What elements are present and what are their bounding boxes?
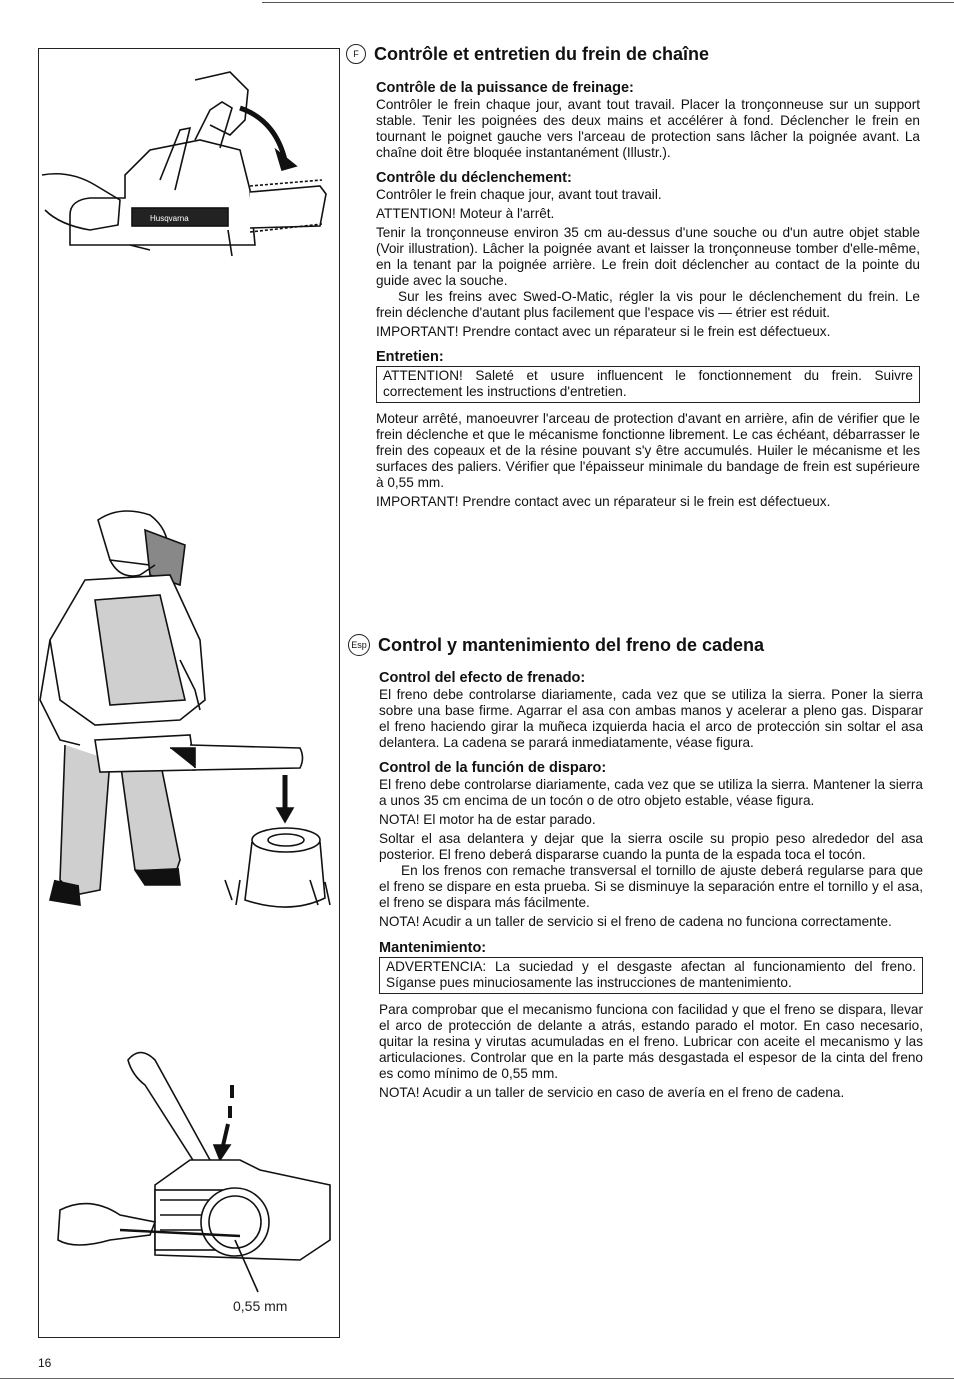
fr-braking-power-heading: Contrôle de la puissance de freinage: xyxy=(376,80,634,96)
es-trigger-text-2: NOTA! El motor ha de estar parado. xyxy=(379,812,596,827)
page-number: 16 xyxy=(38,1356,52,1370)
es-braking-effect-text: El freno debe controlarse diariamente, cada vez que se utiliza la sierra. Poner la sierra sobre una base firme. Agarrar el asa con ambas manos y acelerar a pleno gas. Disparar el freno haciendo girar la muñeca izquierda hacia el arco de protección sin soltar el asa delantera. La cadena se parará inmediatamente, véase figura. xyxy=(379,687,923,750)
bottom-rule xyxy=(0,1378,954,1379)
fr-trigger-text-1: Contrôler le frein chaque jour, avant tout travail. xyxy=(376,187,662,202)
fr-trigger-text-4: Sur les freins avec Swed-O-Matic, régler la vis pour le déclenchement du frein. Le frein déclenche d'autant plus facilement que l'espace vis — étrier est réduit. xyxy=(376,289,920,320)
es-braking-effect-heading: Control del efecto de frenado: xyxy=(379,670,586,686)
es-trigger-text-4: En los frenos con remache transversal el tornillo de ajuste deberá regularse para que el freno se dispare en esta prueba. Si se disminuye la separación entre el tornillo y el asa, el freno se dispara más fácilmente. xyxy=(379,863,923,910)
fr-braking-power-text: Contrôler le frein chaque jour, avant tout travail. Placer la tronçonneuse sur un support stable. Tenir les poignées des deux mains et accélérer à fond. Déclencher le frein en tournant le poignet gauche vers l'arceau de protection sans lâcher la poignée avant. La chaîne doit être bloquée instantanément (Illustr.). xyxy=(376,97,920,160)
operator-stump-illustration xyxy=(40,511,330,907)
fr-trigger-text-5: IMPORTANT! Prendre contact avec un réparateur si le frein est défectueux. xyxy=(376,324,831,339)
es-trigger-heading: Control de la función de disparo: xyxy=(379,760,607,776)
es-trigger-text-5: NOTA! Acudir a un taller de servicio si el freno de cadena no funciona correctamente. xyxy=(379,914,892,929)
spanish-language-badge: Esp xyxy=(348,634,370,656)
es-maintenance-warning-text: ADVERTENCIA: La suciedad y el desgaste afectan al funcionamiento del freno. Síganse pues minuciosamente las instrucciones de mantenimiento. xyxy=(386,959,916,990)
es-maintenance-warning-box xyxy=(379,957,923,994)
fr-maintenance-warning-box xyxy=(376,366,920,403)
french-section-body xyxy=(376,79,920,510)
fr-maintenance-warning-text: ATTENTION! Saleté et usure influencent le fonctionnement du frein. Suivre correctement les instructions d'entretien. xyxy=(383,368,913,399)
es-trigger-text-3: Soltar el asa delantera y dejar que la sierra oscile su propio peso alrededor del asa posterior. El freno deberá dispararse cuando la punta de la espada toca el tocón. xyxy=(379,831,923,862)
es-maintenance-heading: Mantenimiento: xyxy=(379,940,487,956)
spanish-section-title: Control y mantenimiento del freno de cadena xyxy=(378,635,765,655)
fr-trigger-heading: Contrôle du déclenchement: xyxy=(376,170,572,186)
fr-maintenance-text-2: IMPORTANT! Prendre contact avec un réparateur si le frein est défectueux. xyxy=(376,494,831,509)
brake-band-illustration xyxy=(58,1053,330,1293)
french-language-badge: F xyxy=(346,44,366,64)
fr-trigger-text-2: ATTENTION! Moteur à l'arrêt. xyxy=(376,206,555,221)
chainsaw-brake-illustration xyxy=(42,72,326,256)
es-trigger-text-1: El freno debe controlarse diariamente, cada vez que se utiliza la sierra. Mantener la sierra a unos 35 cm encima de un tocón o de otro objeto estable, véase figura. xyxy=(379,777,923,808)
spanish-section-body xyxy=(379,669,923,1101)
fr-maintenance-heading: Entretien: xyxy=(376,349,444,365)
spanish-section-heading xyxy=(348,634,764,656)
fr-trigger-text-3: Tenir la tronçonneuse environ 35 cm au-dessus d'une souche ou d'un autre objet stable (Voir illustration). Lâcher la poignée avant et laisser la tronçonneuse tomber d'elle-même, en la tenant par la poignée arrière. Le frein doit déclencher au contact de la pointe du guide avec la souche. xyxy=(376,225,920,288)
french-section-title: Contrôle et entretien du frein de chaîne xyxy=(374,44,710,64)
fr-maintenance-text-1: Moteur arrêté, manoeuvrer l'arceau de protection d'avant en arrière, afin de vérifier que le frein déclenche et que le mécanisme fonctionne librement. Le cas échéant, débarrasser le frein des copeaux et de la résine pouvant s'y être accumulés. Huiler le mécanisme et les surfaces des paliers. Vérifier que l'épaisseur minimale du bandage de frein est supérieure à 0,55 mm. xyxy=(376,411,920,490)
svg-text:Husqvarna: Husqvarna xyxy=(150,214,189,223)
french-section-heading xyxy=(346,44,709,64)
es-maintenance-text-1: Para comprobar que el mecanismo funciona con facilidad y que el freno se dispara, llevar el arco de protección de delante a atrás, estando parado el motor. En caso necesario, quitar la resina y virutas acumuladas en el freno. Lubricar con aceite el mecanismo y las articulaciones. Controlar que en la parte más desgastada el espesor de la cinta del freno es como mínimo de 0,55 mm. xyxy=(379,1002,923,1081)
es-maintenance-text-2: NOTA! Acudir a un taller de servicio en caso de avería en el freno de cadena. xyxy=(379,1085,845,1100)
brake-band-measurement-label: 0,55 mm xyxy=(233,1298,288,1314)
